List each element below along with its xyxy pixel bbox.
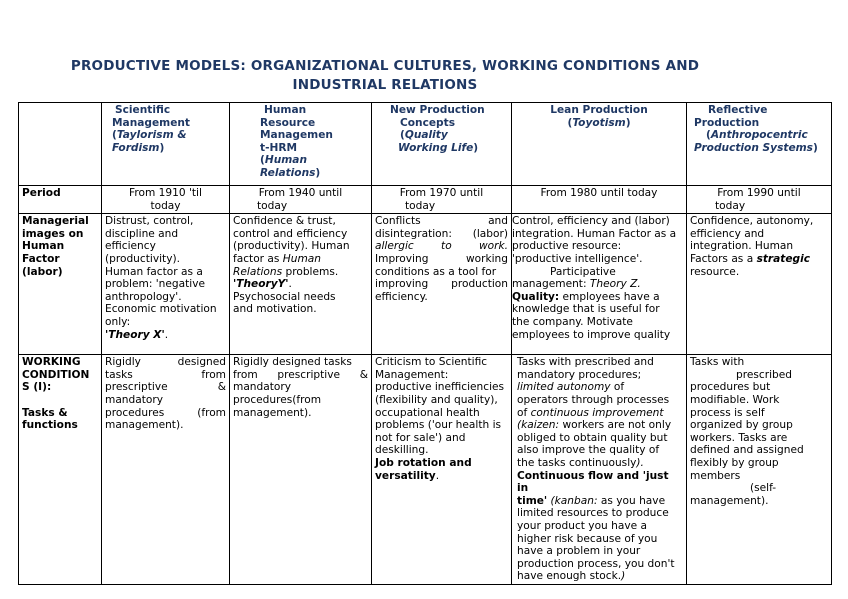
period-scientific: From 1910 'til today <box>102 186 230 214</box>
header-scientific-management: Scientific Management (Taylorism & Fordism) <box>102 103 230 186</box>
working-conditions-label: WORKING CONDITION S (I): Tasks & functions <box>19 355 102 585</box>
period-row <box>19 186 832 214</box>
period-hrm: From 1940 until today <box>230 186 372 214</box>
managerial-reflective: Confidence, autonomy, efficiency and integration. Human Factors as a strategic resource. <box>687 214 832 355</box>
working-new-production: Criticism to Scientific Management: productive inefficiencies (flexibility and quality), occupational health problems ('our health is not for sale') and deskilling. Job rotation and versatility. <box>372 355 512 585</box>
managerial-label: Managerial images on Human Factor (labor) <box>19 214 102 355</box>
period-label: Period <box>19 186 102 214</box>
header-human-resource-management: Human Resource Managemen t-HRM (Human Relations) <box>230 103 372 186</box>
header-reflective-production: Reflective Production (Anthropocentric Production Systems) <box>687 103 832 186</box>
working-scientific: Rigidly designed tasks from prescriptive & mandatory procedures (from management). <box>102 355 230 585</box>
page-title <box>40 57 730 95</box>
working-lean: Tasks with prescribed and mandatory procedures; limited autonomy of operators through processes of continuous improvement (kaizen: workers are not only obliged to obtain quality but also improve the quality of the tasks continuously). Continuous flow and 'just in time' (kanban: as you have limited resources to produce your product you have a higher risk because of you have a problem in your production process, you don't have enough stock.) <box>512 355 687 585</box>
header-new-production-concepts: New Production Concepts (Quality Working Life) <box>372 103 512 186</box>
period-reflective: From 1990 until today <box>687 186 832 214</box>
period-new-production: From 1970 until today <box>372 186 512 214</box>
managerial-new-production: Conflicts and disintegration: (labor) allergic to work. Improving working conditions as a tool for improving production efficiency. <box>372 214 512 355</box>
working-conditions-row <box>19 355 832 585</box>
working-hrm: Rigidly designed tasks from prescriptive & mandatory procedures(from management). <box>230 355 372 585</box>
period-lean: From 1980 until today <box>512 186 687 214</box>
productive-models-table <box>18 102 832 585</box>
title-line-1: PRODUCTIVE MODELS: ORGANIZATIONAL CULTURES, WORKING CONDITIONS AND <box>70 58 700 74</box>
title-line-2: INDUSTRIAL RELATIONS <box>292 77 478 93</box>
header-lean-production: Lean Production (Toyotism) <box>512 103 687 186</box>
managerial-row <box>19 214 832 355</box>
header-empty-cell <box>19 103 102 186</box>
working-reflective: Tasks with prescribed procedures but modifiable. Work process is self organized by group workers. Tasks are defined and assigned flexibly by group members (self- management). <box>687 355 832 585</box>
managerial-lean: Control, efficiency and (labor) integration. Human Factor as a productive resource: 'productive intelligence'. Participative management: Theory Z. Quality: employees have a knowledge that is useful for the company. Motivate employees to improve quality <box>512 214 687 355</box>
managerial-hrm: Confidence & trust, control and efficiency (productivity). Human factor as Human Relations problems. 'TheoryY'. Psychosocial needs and motivation. <box>230 214 372 355</box>
managerial-scientific: Distrust, control, discipline and efficiency (productivity). Human factor as a problem: 'negative anthropology'. Economic motivation only: 'Theory X'. <box>102 214 230 355</box>
header-row <box>19 103 832 186</box>
